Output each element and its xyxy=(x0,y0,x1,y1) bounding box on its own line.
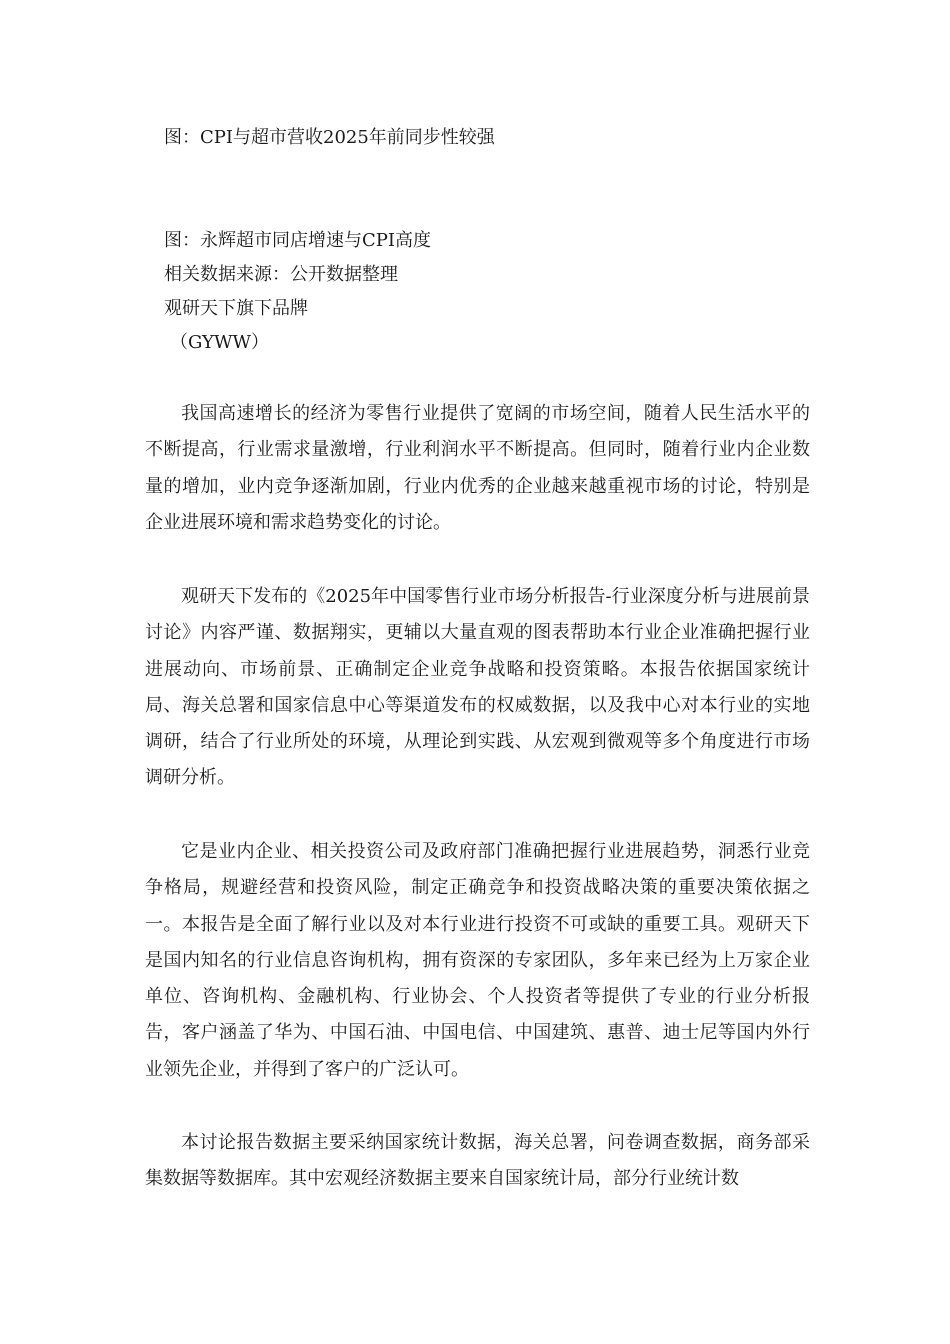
body-paragraph-decision-basis: 它是业内企业、相关投资公司及政府部门准确把握行业进展趋势，洞悉行业竞争格局，规避经营和投资风险，制定正确竞争和投资战略决策的重要决策依据之一。本报告是全面了解行业以及对本行业进行投资不可或缺的重要工具。观研天下是国内知名的行业信息咨询机构，拥有资深的专家团队，多年来已经为上万家企业单位、咨询机构、金融机构、行业协会、个人投资者等提供了专业的行业分析报告，客户涵盖了华为、中国石油、中国电信、中国建筑、惠普、迪士尼等国内外行业领先企业，并得到了客户的广泛认可。 xyxy=(145,841,810,1080)
body-paragraph-market-space: 我国高速增长的经济为零售行业提供了宽阔的市场空间，随着人民生活水平的不断提高，行业需求量激增，行业利润水平不断提高。但同时，随着行业内企业数量的增加，业内竞争逐渐加剧，行业内优秀的企业越来越重视市场的讨论，特别是企业进展环境和需求趋势变化的讨论。 xyxy=(145,403,810,533)
brand-label: 观研天下旗下品牌 xyxy=(164,298,308,319)
body-paragraph-report-intro: 观研天下发布的《2025年中国零售行业市场分析报告-行业深度分析与进展前景讨论》内容严谨、数据翔实，更辅以大量直观的图表帮助本行业企业准确把握行业进展动向、市场前景、正确制定企业竞争战略和投资策略。本报告依据国家统计局、海关总署和国家信息中心等渠道发布的权威数据，以及我中心对本行业的实地调研，结合了行业所处的环境，从理论到实践、从宏观到微观等多个角度进行市场调研分析。 xyxy=(145,586,810,789)
data-source-note: 相关数据来源：公开数据整理 xyxy=(164,264,398,285)
figure-caption-cpi-supermarket-revenue: 图：CPI与超市营收2025年前同步性较强 xyxy=(164,127,495,148)
body-paragraph-data-sources: 本讨论报告数据主要采纳国家统计数据，海关总署，问卷调查数据，商务部采集数据等数据库。其中宏观经济数据主要来自国家统计局，部分行业统计数 xyxy=(145,1132,810,1190)
brand-code: （GYWW） xyxy=(170,332,269,353)
figure-caption-yonghui-same-store: 图：永辉超市同店增速与CPI高度 xyxy=(164,230,431,251)
